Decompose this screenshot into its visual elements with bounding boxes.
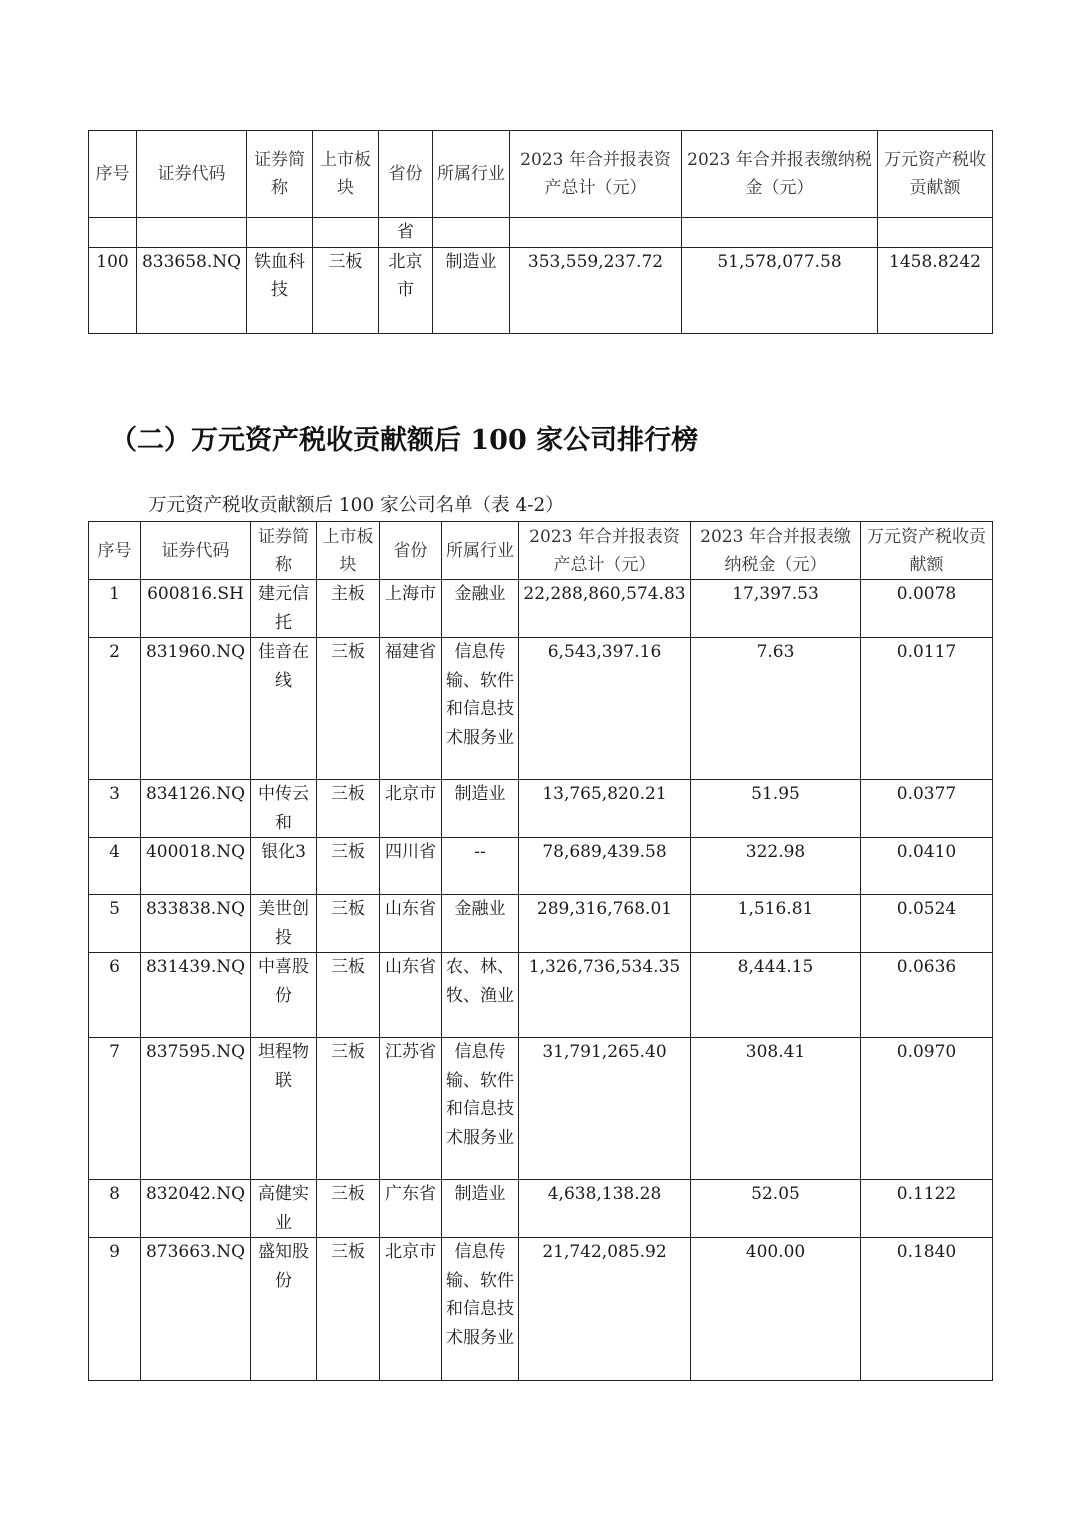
table-cell bbox=[313, 218, 379, 248]
cell-name: 铁血科技 bbox=[247, 247, 313, 333]
table-cell bbox=[878, 218, 993, 248]
cell-tax-paid: 1,516.81 bbox=[691, 895, 861, 953]
cell-name: 坦程物联 bbox=[251, 1038, 317, 1180]
table-cell bbox=[682, 218, 878, 248]
col-header-tax-paid: 2023 年合并报表缴纳税金（元） bbox=[682, 131, 878, 218]
cell-tax-contribution: 0.0117 bbox=[861, 638, 993, 780]
col-header-industry: 所属行业 bbox=[433, 131, 510, 218]
cell-name: 高健实业 bbox=[251, 1180, 317, 1238]
table-row bbox=[89, 1180, 993, 1238]
cell-province: 北京市 bbox=[379, 247, 433, 333]
cell-industry: 制造业 bbox=[442, 780, 519, 838]
cell-name: 建元信托 bbox=[251, 580, 317, 638]
cell-board: 三板 bbox=[317, 638, 380, 780]
cell-tax-contribution: 1458.8242 bbox=[878, 247, 993, 333]
cell-board: 三板 bbox=[313, 247, 379, 333]
cell-code: 831439.NQ bbox=[141, 953, 251, 1038]
cell-board: 三板 bbox=[317, 953, 380, 1038]
cell-board: 三板 bbox=[317, 895, 380, 953]
cell-tax-paid: 308.41 bbox=[691, 1038, 861, 1180]
col-header-board: 上市板块 bbox=[317, 522, 380, 580]
cell-province: 四川省 bbox=[380, 838, 442, 895]
cell-name: 银化3 bbox=[251, 838, 317, 895]
col-header-code: 证券代码 bbox=[141, 522, 251, 580]
table-row bbox=[89, 247, 993, 333]
continuation-table bbox=[88, 130, 993, 334]
cell-index: 7 bbox=[89, 1038, 141, 1180]
table-caption: 万元资产税收贡献额后 100 家公司名单（表 4-2） bbox=[148, 495, 564, 516]
cell-name: 美世创投 bbox=[251, 895, 317, 953]
cell-total-assets: 21,742,085.92 bbox=[519, 1238, 691, 1381]
cell-code: 873663.NQ bbox=[141, 1238, 251, 1381]
cell-index: 1 bbox=[89, 580, 141, 638]
cell-name: 中喜股份 bbox=[251, 953, 317, 1038]
table-cell bbox=[510, 218, 682, 248]
cell-tax-paid: 17,397.53 bbox=[691, 580, 861, 638]
col-header-tax-paid: 2023 年合并报表缴纳税金（元） bbox=[691, 522, 861, 580]
cell-total-assets: 31,791,265.40 bbox=[519, 1038, 691, 1180]
table-row bbox=[89, 895, 993, 953]
cell-tax-contribution: 0.0410 bbox=[861, 838, 993, 895]
cell-tax-contribution: 0.1840 bbox=[861, 1238, 993, 1381]
cell-tax-paid: 322.98 bbox=[691, 838, 861, 895]
col-header-total-assets: 2023 年合并报表资产总计（元） bbox=[519, 522, 691, 580]
cell-tax-contribution: 0.0078 bbox=[861, 580, 993, 638]
cell-code: 831960.NQ bbox=[141, 638, 251, 780]
cell-total-assets: 1,326,736,534.35 bbox=[519, 953, 691, 1038]
cell-tax-paid: 400.00 bbox=[691, 1238, 861, 1381]
cell-board: 三板 bbox=[317, 838, 380, 895]
cell-industry: 信息传输、软件和信息技术服务业 bbox=[442, 1038, 519, 1180]
cell-name: 佳音在线 bbox=[251, 638, 317, 780]
cell-index: 9 bbox=[89, 1238, 141, 1381]
cell-tax-contribution: 0.0970 bbox=[861, 1038, 993, 1180]
table-cell bbox=[247, 218, 313, 248]
cell-name: 盛知股份 bbox=[251, 1238, 317, 1381]
col-header-code: 证券代码 bbox=[137, 131, 247, 218]
cell-province: 北京市 bbox=[380, 780, 442, 838]
col-header-province: 省份 bbox=[380, 522, 442, 580]
cell-index: 3 bbox=[89, 780, 141, 838]
cell-total-assets: 78,689,439.58 bbox=[519, 838, 691, 895]
table-row bbox=[89, 838, 993, 895]
col-header-industry: 所属行业 bbox=[442, 522, 519, 580]
cell-province: 山东省 bbox=[380, 895, 442, 953]
cell-industry: -- bbox=[442, 838, 519, 895]
cell-index: 5 bbox=[89, 895, 141, 953]
ranking-table bbox=[88, 521, 993, 1381]
cell-industry: 金融业 bbox=[442, 895, 519, 953]
table-row bbox=[89, 953, 993, 1038]
table-cell bbox=[89, 218, 137, 248]
cell-code: 833658.NQ bbox=[137, 247, 247, 333]
cell-board: 三板 bbox=[317, 1180, 380, 1238]
cell-tax-paid: 51.95 bbox=[691, 780, 861, 838]
table-cell bbox=[137, 218, 247, 248]
col-header-name: 证券简称 bbox=[251, 522, 317, 580]
table-row bbox=[89, 1238, 993, 1381]
cell-board: 三板 bbox=[317, 1038, 380, 1180]
table-row bbox=[89, 1038, 993, 1180]
col-header-tax-contribution: 万元资产税收贡献额 bbox=[861, 522, 993, 580]
cell-total-assets: 289,316,768.01 bbox=[519, 895, 691, 953]
cell-code: 600816.SH bbox=[141, 580, 251, 638]
cell-name: 中传云和 bbox=[251, 780, 317, 838]
cell-tax-paid: 8,444.15 bbox=[691, 953, 861, 1038]
cell-index: 6 bbox=[89, 953, 141, 1038]
cell-total-assets: 22,288,860,574.83 bbox=[519, 580, 691, 638]
cell-province: 江苏省 bbox=[380, 1038, 442, 1180]
cell-province: 上海市 bbox=[380, 580, 442, 638]
cell-tax-paid: 51,578,077.58 bbox=[682, 247, 878, 333]
cell-tax-contribution: 0.0377 bbox=[861, 780, 993, 838]
cell-industry: 信息传输、软件和信息技术服务业 bbox=[442, 1238, 519, 1381]
cell-industry: 信息传输、软件和信息技术服务业 bbox=[442, 638, 519, 780]
col-header-index: 序号 bbox=[89, 522, 141, 580]
ranking-table-body bbox=[89, 580, 993, 1381]
cell-tax-paid: 52.05 bbox=[691, 1180, 861, 1238]
table-cell bbox=[433, 218, 510, 248]
cell-index: 8 bbox=[89, 1180, 141, 1238]
cell-province: 广东省 bbox=[380, 1180, 442, 1238]
cell-index: 2 bbox=[89, 638, 141, 780]
table-row bbox=[89, 780, 993, 838]
table-row bbox=[89, 218, 993, 248]
col-header-tax-contribution: 万元资产税收贡献额 bbox=[878, 131, 993, 218]
section-heading: （二）万元资产税收贡献额后 100 家公司排行榜 bbox=[110, 425, 699, 456]
col-header-name: 证券简称 bbox=[247, 131, 313, 218]
cell-total-assets: 6,543,397.16 bbox=[519, 638, 691, 780]
cell-tax-contribution: 0.0636 bbox=[861, 953, 993, 1038]
cell-code: 833838.NQ bbox=[141, 895, 251, 953]
cell-tax-contribution: 0.0524 bbox=[861, 895, 993, 953]
cell-province: 福建省 bbox=[380, 638, 442, 780]
cell-board: 主板 bbox=[317, 580, 380, 638]
cell-code: 400018.NQ bbox=[141, 838, 251, 895]
cell-total-assets: 13,765,820.21 bbox=[519, 780, 691, 838]
table-row bbox=[89, 580, 993, 638]
cell-code: 832042.NQ bbox=[141, 1180, 251, 1238]
col-header-board: 上市板块 bbox=[313, 131, 379, 218]
cell-province: 北京市 bbox=[380, 1238, 442, 1381]
cell-total-assets: 4,638,138.28 bbox=[519, 1180, 691, 1238]
cell-tax-paid: 7.63 bbox=[691, 638, 861, 780]
cell-board: 三板 bbox=[317, 1238, 380, 1381]
table-header-row bbox=[89, 131, 993, 218]
cell-industry: 制造业 bbox=[433, 247, 510, 333]
table-cell: 省 bbox=[379, 218, 433, 248]
col-header-index: 序号 bbox=[89, 131, 137, 218]
cell-index: 100 bbox=[89, 247, 137, 333]
col-header-total-assets: 2023 年合并报表资产总计（元） bbox=[510, 131, 682, 218]
cell-province: 山东省 bbox=[380, 953, 442, 1038]
cell-index: 4 bbox=[89, 838, 141, 895]
table-header-row bbox=[89, 522, 993, 580]
cell-board: 三板 bbox=[317, 780, 380, 838]
cell-industry: 金融业 bbox=[442, 580, 519, 638]
cell-tax-contribution: 0.1122 bbox=[861, 1180, 993, 1238]
col-header-province: 省份 bbox=[379, 131, 433, 218]
table-row bbox=[89, 638, 993, 780]
cell-industry: 制造业 bbox=[442, 1180, 519, 1238]
cell-total-assets: 353,559,237.72 bbox=[510, 247, 682, 333]
cell-code: 837595.NQ bbox=[141, 1038, 251, 1180]
cell-industry: 农、林、牧、渔业 bbox=[442, 953, 519, 1038]
cell-code: 834126.NQ bbox=[141, 780, 251, 838]
